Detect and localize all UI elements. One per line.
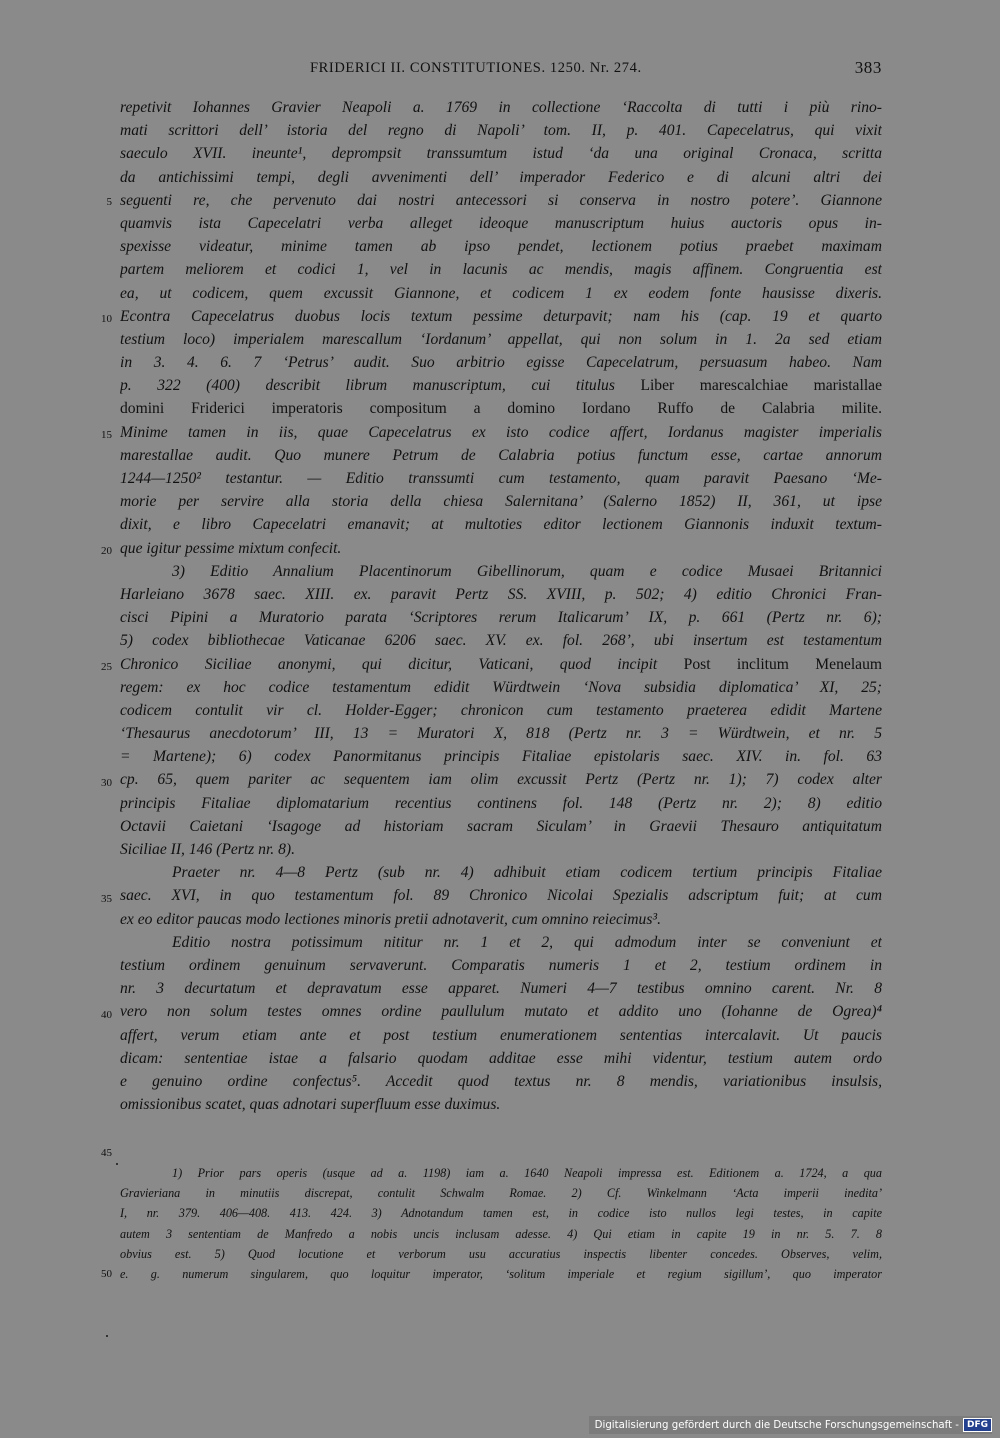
line-number: 15	[101, 429, 112, 441]
text-line: codicem contulit vir cl. Holder-Egger; chronicon cum testamento praeterea edidit Martene	[120, 701, 882, 719]
line-number: 5	[106, 196, 112, 208]
running-title: FRIDERICI II. CONSTITUTIONES. 1250. Nr. 274.	[310, 60, 642, 76]
text-line: 5) codex bibliothecae Vaticanae 6206 saec. XV. ex. fol. 268’, ubi insertum est testamentum	[120, 632, 882, 650]
text-line: nr. 3 decurtatum et depravatum esse apparet. Numeri 4—7 testibus omnino carent. Nr. 8	[120, 980, 882, 998]
footer-text: Digitalisierung gefördert durch die Deutsche Forschungsgemeinschaft -	[594, 1419, 959, 1431]
text-line: que igitur pessime mixtum confecit.	[120, 539, 342, 557]
text-line: testium ordinem genuinum servaverunt. Comparatis numeris 1 et 2, testium ordinem in	[120, 956, 882, 974]
text-line: omissionibus scatet, quas adnotari superfluum esse duximus.	[120, 1096, 501, 1114]
text-line: e genuino ordine confectus⁵. Accedit quod textus nr. 8 mendis, variationibus insulsis,	[120, 1072, 882, 1090]
incipit: Post inclitum Menelaum	[683, 655, 882, 673]
text-line: ea, ut codicem, quem excussit Giannone, et codicem 1 ex eodem fonte hausisse dixeris.	[120, 284, 882, 302]
text-line: domini Friderici imperatoris compositum a domino Iordano Ruffo de Calabria milite.	[120, 400, 882, 418]
page-header	[120, 58, 882, 80]
text-segment: Chronico Siciliae anonymi, qui dicitur, Vaticani, quod incipit	[120, 655, 658, 673]
text-line: ‘Thesaurus anecdotorum’ III, 13 = Muratori X, 818 (Pertz nr. 3 = Würdtwein, et nr. 5	[120, 725, 882, 743]
scan-mark	[116, 1163, 118, 1165]
text-segment: p. 322 (400) describit librum manuscriptum, cui titulus	[120, 377, 615, 395]
text-line: Siciliae II, 146 (Pertz nr. 8).	[120, 841, 295, 858]
page-number: 383	[854, 58, 882, 77]
text-line: saeculo XVII. ineunte¹, deprompsit transsumtum istud ‘da una original Cronaca, scritta	[120, 145, 882, 163]
text-line: testium loco) imperialem marescallum ‘Iordanum’ appellat, qui non solum in 1. 2a sed etiam	[120, 330, 882, 348]
text-line: Minime tamen in iis, quae Capecelatrus ex isto codice affert, Iordanus magister imperialis	[120, 423, 882, 441]
text-line: morie per servire alla storia della chiesa Salernitana’ (Salerno 1852) II, 361, ut ipse	[120, 493, 882, 511]
footnote-line: autem 3 sententiam de Manfredo a nobis uncis inclusam adesse. 4) Qui etiam in capite 19 in nr. 5. 7. 8	[120, 1226, 882, 1241]
line-number: 40	[101, 1009, 112, 1021]
text-line: affert, verum etiam ante et post testium enumerationem sententias intercalavit. Ut paucis	[120, 1026, 882, 1044]
line-number: 45	[101, 1147, 112, 1159]
text-line: regem: ex hoc codice testamentum edidit Würdtwein ‘Nova subsidia diplomatica’ XI, 25;	[120, 678, 882, 696]
text-line: Harleiano 3678 saec. XIII. ex. paravit Pertz SS. XVIII, p. 502; 4) editio Chronici Fran-	[120, 585, 882, 603]
text-line: 3) Editio Annalium Placentinorum Gibellinorum, quam e codice Musaei Britannici	[172, 562, 882, 580]
line-number: 25	[101, 661, 112, 673]
line-number: 30	[101, 777, 112, 789]
line-number: 10	[101, 313, 112, 325]
text-line: dixit, e libro Capecelatri emanavit; at multoties editor lectionem Giannonis induxit textum-	[120, 516, 882, 534]
line-number: 20	[101, 545, 112, 557]
text-line: cisci Pipini a Muratorio parata ‘Scriptores rerum Italicarum’ IX, p. 661 (Pertz nr. 6);	[120, 609, 882, 627]
text-line: dicam: sententiae istae a falsario quodam additae esse mihi videntur, testium autem ordo	[120, 1049, 882, 1067]
footnote-line: obvius est. 5) Quod locutione et verborum usu accuratius inspectis libenter concedes. Observes, velim,	[120, 1246, 882, 1261]
text-line: partem meliorem et codici 1, vel in lacunis ac mendis, magis affinem. Congruentia est	[120, 261, 882, 279]
text-line: cp. 65, quem pariter ac sequentem iam olim excussit Pertz (Pertz nr. 1); 7) codex alter	[120, 771, 882, 789]
footnote-line: I, nr. 379. 406—408. 413. 424. 3) Adnotandum tamen est, in codice isto nullos legi testes, in capite	[120, 1206, 882, 1221]
footnote-line: 1) Prior pars operis (usque ad a. 1198) iam a. 1640 Neapoli impressa est. Editionem a. 1724, a qua	[172, 1166, 882, 1180]
footnote-line: Gravieriana in minutiis discrepat, contulit Schwalm Romae. 2) Cf. Winkelmann ‘Acta imperii inedita’	[120, 1186, 882, 1201]
text-line: Editio nostra potissimum nititur nr. 1 et 2, qui admodum inter se conveniunt et	[172, 933, 882, 951]
text-line: Praeter nr. 4—8 Pertz (sub nr. 4) adhibuit etiam codicem tertium principis Fitaliae	[172, 864, 882, 882]
text-line: 1244—1250² testantur. — Editio transsumti cum testamento, quam paravit Paesano ‘Me-	[120, 470, 882, 487]
text-line	[120, 374, 882, 397]
text-line: ex eo editor paucas modo lectiones minoris pretii adnotaverit, cum omnino reiecimus³.	[120, 910, 661, 928]
text-line: spexisse videatur, minime tamen ab ipso pendet, lectionem potius praebet maximam	[120, 238, 882, 256]
text-line: da antichissimi tempi, degli avvenimenti dell’ imperador Federico e di alcuni altri dei	[120, 168, 882, 186]
line-number: 35	[101, 893, 112, 905]
footnote-line: e. g. numerum singularem, quo loquitur imperator, ‘solitum imperiale et regium sigillum’, quo imperator	[120, 1266, 882, 1281]
text-line: Octavii Caietani ‘Isagoge ad historiam sacram Siculam’ in Graevii Thesauro antiquitatum	[120, 817, 882, 835]
digitization-footer	[589, 1416, 992, 1434]
footnotes	[120, 1163, 882, 1284]
dfg-logo-icon: DFG	[963, 1418, 992, 1432]
text-line: in 3. 4. 6. 7 ‘Petrus’ audit. Suo arbitrio egisse Capecelatrum, persuasum habeo. Nam	[120, 354, 882, 372]
text-line: Econtra Capecelatrus duobus locis textum pessime deturpavit; nam his (cap. 19 et quarto	[120, 307, 882, 325]
text-line: repetivit Iohannes Gravier Neapoli a. 1769 in collectione ‘Raccolta di tutti i più rino-	[120, 99, 882, 116]
text-line: mati scrittori dell’ istoria del regno di Napoli’ tom. II, p. 401. Capecelatrus, qui vixit	[120, 122, 882, 140]
text-line: principis Fitaliae diplomatarium recentius continens fol. 148 (Pertz nr. 2); 8) editio	[120, 794, 882, 812]
text-line: seguenti re, che pervenuto dai nostri antecessori si conserva in nostro potere’. Giannone	[120, 191, 882, 209]
text-line: vero non solum testes omnes ordine paullulum mutato et addito uno (Iohanne de Ogrea)⁴	[120, 1003, 882, 1021]
book-title: Liber marescalchiae maristallae	[640, 377, 882, 395]
text-line: marestallae audit. Quo munere Petrum de Calabria potius functum esse, cartae annorum	[120, 446, 882, 464]
line-number: 50	[101, 1268, 112, 1280]
text-line	[120, 653, 882, 676]
main-text	[120, 96, 882, 1116]
text-line: saec. XVI, in quo testamentum fol. 89 Chronico Nicolai Spezialis adscriptum fuit; at cum	[120, 887, 882, 905]
text-line: quamvis ista Capecelatri verba alleget ideoque manuscriptum huius auctoris opus in-	[120, 214, 882, 232]
scan-mark	[106, 1335, 108, 1337]
text-line: = Martene); 6) codex Panormitanus principis Fitaliae epistolaris saec. XIV. in. fol. 63	[120, 748, 882, 766]
